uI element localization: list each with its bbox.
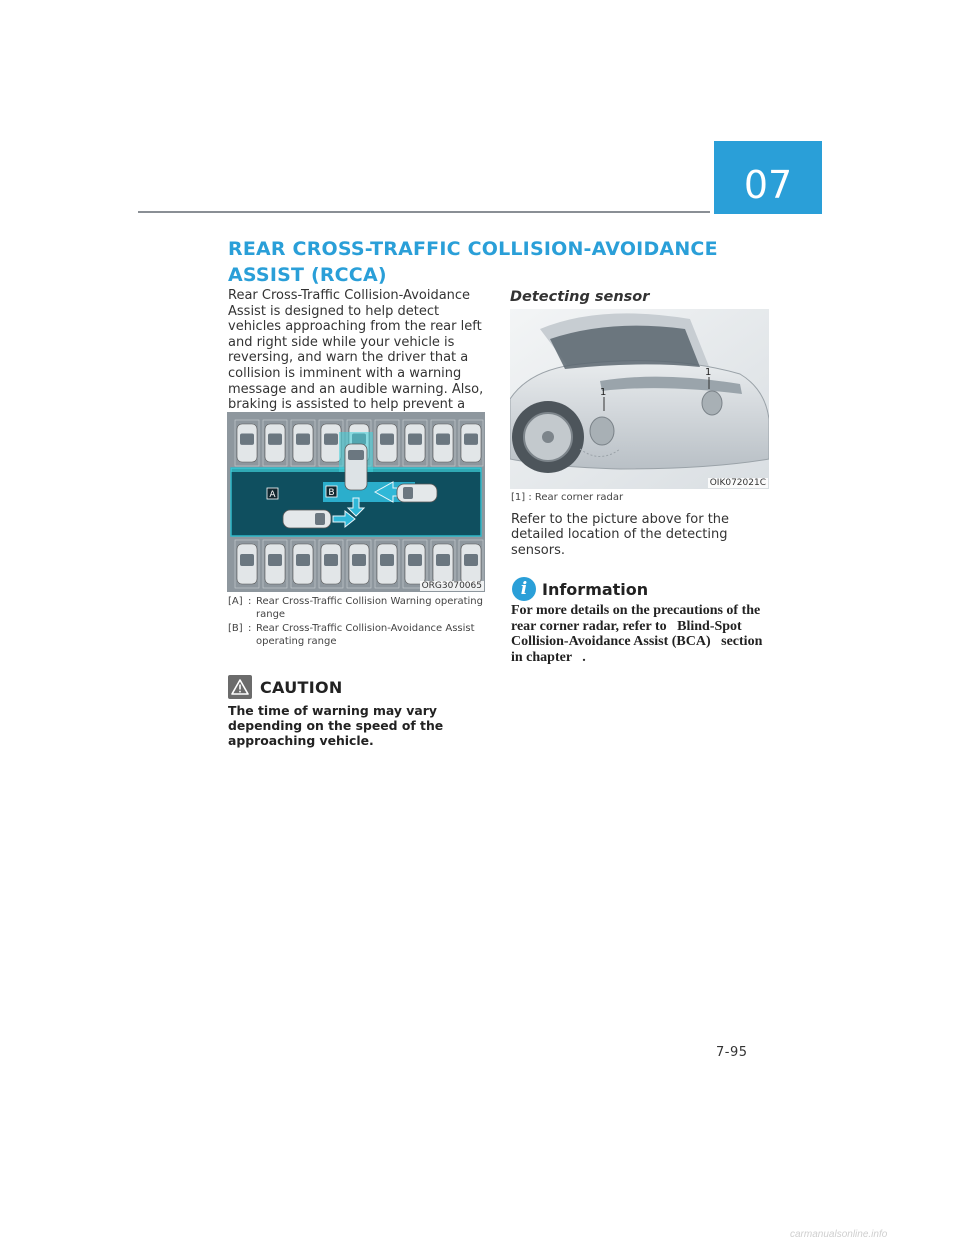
parked-car-window xyxy=(436,434,450,445)
zone-b-label: B xyxy=(328,488,335,498)
parked-car-window xyxy=(408,434,422,445)
caption-separator: : xyxy=(248,623,252,634)
sensor-description: Refer to the picture above for the detailed location of the detecting sensors. xyxy=(511,512,730,558)
car-rear-illustration xyxy=(510,309,769,489)
information-header xyxy=(512,575,648,603)
watermark: carmanualsonline.info xyxy=(790,1229,888,1240)
zone-a-label: A xyxy=(269,490,276,500)
caption-separator: : xyxy=(248,596,252,607)
caption-key: [B] xyxy=(228,623,243,634)
figure-code: OIK072021C xyxy=(709,478,766,488)
parked-car-window xyxy=(268,434,282,445)
parked-car-window xyxy=(240,554,254,566)
header-rule xyxy=(138,211,710,213)
information-title: Information xyxy=(542,579,649,599)
information-text: For more details on the precautions of the rear corner radar, refer to Blind-Spot Collision-Avoidance Assist (BCA) section in chapter . xyxy=(511,603,763,665)
caution-text: The time of warning may vary depending on the speed of the approaching vehicle. xyxy=(228,703,444,748)
figure-a-captions xyxy=(228,595,488,649)
parked-car-window xyxy=(436,554,450,566)
caption-item xyxy=(228,595,488,621)
sensor-heading: Detecting sensor xyxy=(510,289,650,305)
info-icon: i xyxy=(512,577,536,601)
chapter-number: 07 xyxy=(743,163,793,207)
rcca-parking-figure xyxy=(227,412,485,592)
parked-car-window xyxy=(352,554,366,566)
caption-key: [A] xyxy=(228,596,243,607)
parked-car-window xyxy=(464,434,478,445)
parked-car-window xyxy=(296,554,310,566)
figure-code: ORG3070065 xyxy=(421,581,482,591)
rear-corner-radar-figure xyxy=(510,309,769,489)
warning-triangle-icon xyxy=(228,675,252,699)
caption-text: Rear Cross-Traffic Collision Warning operating range xyxy=(256,596,483,620)
parked-car-window xyxy=(324,554,338,566)
parked-car-window xyxy=(380,554,394,566)
parked-car-window xyxy=(464,554,478,566)
parked-car-window xyxy=(240,434,254,445)
radar-marker-right: 1 xyxy=(705,367,712,378)
caption-text: Rear Cross-Traffic Collision-Avoidance Assist operating range xyxy=(256,623,475,647)
parked-car-window xyxy=(296,434,310,445)
intro-paragraph: Rear Cross-Traffic Collision-Avoidance Assist is designed to help detect vehicles approaching from the rear left and right side while your vehicle is reversing, and warn the driver that a collision is imminent with a warning message and an audible warning. Also, braking is assisted to help prevent a xyxy=(228,288,484,413)
parked-car-window xyxy=(408,554,422,566)
caution-title: CAUTION xyxy=(260,677,343,697)
parked-car-window xyxy=(380,434,394,445)
sensor-caption: [1] : Rear corner radar xyxy=(511,492,624,503)
parked-car-window xyxy=(324,434,338,445)
radar-marker-left: 1 xyxy=(600,387,607,398)
caption-item xyxy=(228,622,488,648)
section-title: REAR CROSS-TRAFFIC COLLISION-AVOIDANCE ASSIST (RCCA) xyxy=(228,238,718,286)
caution-header xyxy=(228,673,343,701)
page-number: 7-95 xyxy=(716,1045,748,1060)
parked-car-window xyxy=(268,554,282,566)
chapter-tab xyxy=(714,141,822,214)
parking-lot-illustration xyxy=(227,412,485,592)
